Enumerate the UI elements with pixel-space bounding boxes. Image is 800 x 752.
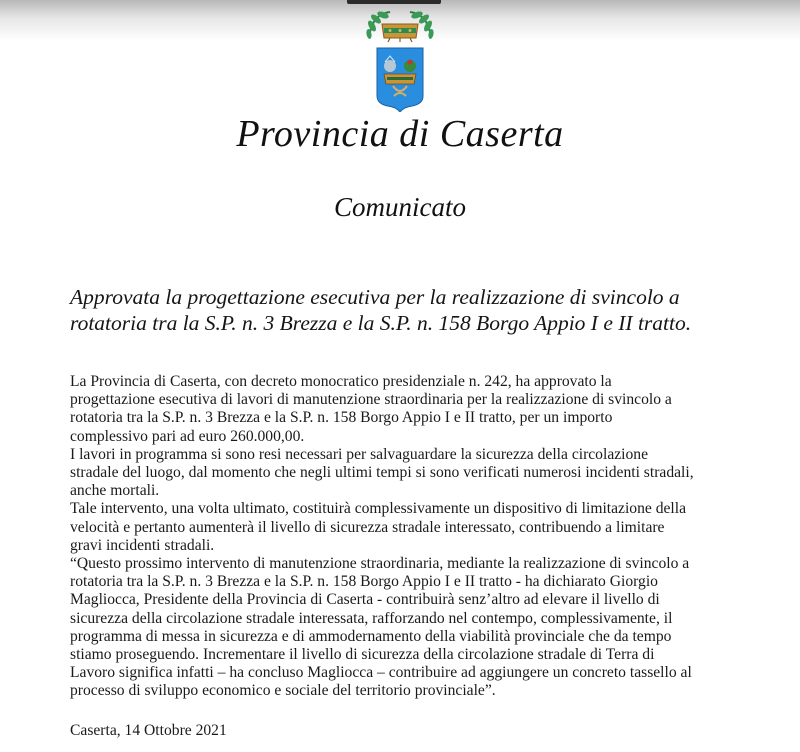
- date-line: Caserta, 14 Ottobre 2021: [70, 722, 227, 739]
- shield-icon: [377, 48, 423, 112]
- body-line: Lavoro significa infatti – ha concluso Magliocca – contribuire ad aggiungere un concreto tassello al: [70, 664, 692, 682]
- body-line: complessivo pari ad euro 260.000,00.: [70, 427, 305, 445]
- body-line: stiamo proseguendo. Incrementare il livello di sicurezza della circolazione stradale di Terra di: [70, 646, 655, 664]
- body-line: programma di messa in sicurezza e di ammodernamento della viabilità provinciale che da tempo: [70, 627, 672, 645]
- body-line: anche mortali.: [70, 482, 160, 500]
- body-line: Tale intervento, una volta ultimato, costituirà complessivamente un dispositivo di limitazione della: [70, 500, 687, 518]
- body-line: “Questo prossimo intervento di manutenzione straordinaria, mediante la realizzazione di svincolo a: [70, 555, 690, 573]
- body-line: La Provincia di Caserta, con decreto monocratico presidenziale n. 242, ha approvato la: [70, 373, 612, 390]
- body-line: sicurezza della circolazione stradale interessata, rafforzando nel contempo, complessivamente, il: [70, 609, 673, 627]
- document-type: Comunicato: [334, 192, 466, 222]
- body-line: Magliocca, Presidente della Provincia di Caserta - contribuirà senz’altro ad elevare il livello di: [70, 591, 660, 609]
- headline: [70, 284, 750, 336]
- body-line: I lavori in programma si sono resi necessari per salvaguardare la sicurezza della circolazione: [70, 445, 649, 463]
- provincia-coat-of-arms-icon: [360, 4, 440, 112]
- body-line: rotatoria tra la S.P. n. 3 Brezza e la S.P. n. 158 Borgo Appio I e II tratto - ha dichiarato Giorgio: [70, 573, 658, 591]
- body-line: stradale del luogo, dal momento che negli ultimi tempi si sono verificati numerosi incidenti stradali,: [70, 464, 694, 482]
- page-title: Provincia di Caserta: [236, 113, 564, 155]
- crown-icon: [382, 24, 418, 42]
- body-line: rotatoria tra la S.P. n. 3 Brezza e la S.P. n. 158 Borgo Appio I e II tratto, per un importo: [70, 409, 613, 427]
- body-line: velocità e pertanto aumenterà il livello di sicurezza stradale interessato, contribuendo a limitare: [70, 518, 665, 536]
- headline-line: Approvata la progettazione esecutiva per la realizzazione di svincolo a: [70, 285, 680, 309]
- body-line: gravi incidenti stradali.: [70, 536, 215, 554]
- headline-line: rotatoria tra la S.P. n. 3 Brezza e la S.P. n. 158 Borgo Appio I e II tratto.: [70, 311, 692, 335]
- body-line: processo di sviluppo economico e sociale del territorio provinciale”.: [70, 682, 496, 700]
- body-line: progettazione esecutiva di lavori di manutenzione straordinaria per la realizzazione di svincolo a: [70, 391, 672, 409]
- body-text: [70, 373, 760, 701]
